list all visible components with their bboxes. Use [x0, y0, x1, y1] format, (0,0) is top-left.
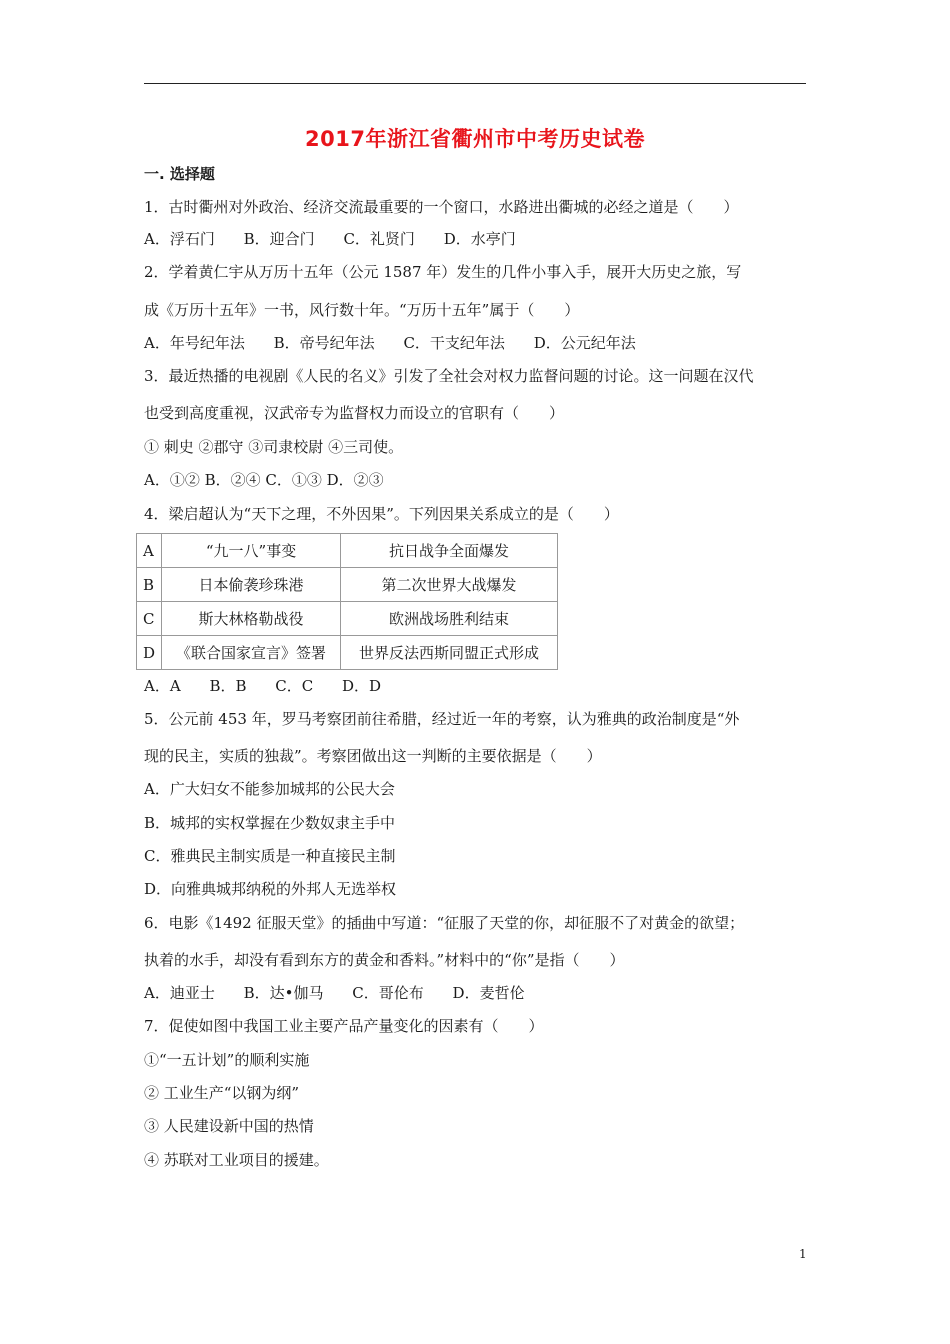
q3-items: ① 刺史 ②郡守 ③司隶校尉 ④三司使。	[144, 438, 404, 456]
q7-stem: 7．促使如图中我国工业主要产品产量变化的因素有（ ）	[144, 1017, 544, 1035]
q4-row-b-key: B	[137, 568, 162, 602]
q6-stem-line2: 执着的水手，却没有看到东方的黄金和香料。”材料中的“你”是指（ ）	[144, 951, 625, 969]
q5-stem-line2: 现的民主，实质的独裁”。考察团做出这一判断的主要依据是（ ）	[144, 747, 602, 765]
page-title: 2017年浙江省衢州市中考历史试卷	[305, 127, 645, 151]
page-number: 1	[799, 1247, 807, 1261]
q4-option-a[interactable]: A．A	[144, 677, 181, 695]
q6-option-c[interactable]: C．哥伦布	[352, 984, 424, 1002]
q1-option-b[interactable]: B．迎合门	[243, 230, 315, 248]
q4-row-a-effect: 抗日战争全面爆发	[341, 534, 558, 568]
q5-option-b[interactable]: B．城邦的实权掌握在少数奴隶主手中	[144, 814, 396, 832]
q4-row-c-cause: 斯大林格勒战役	[162, 602, 341, 636]
q4-row-b-effect: 第二次世界大战爆发	[341, 568, 558, 602]
q5-option-a[interactable]: A．广大妇女不能参加城邦的公民大会	[144, 780, 395, 798]
table-row	[137, 602, 558, 636]
q5-option-c[interactable]: C．雅典民主制实质是一种直接民主制	[144, 847, 396, 865]
q4-options	[144, 676, 405, 696]
header-rule	[144, 83, 806, 84]
q4-row-d-cause: 《联合国家宣言》签署	[162, 636, 341, 670]
q4-option-d[interactable]: D．D	[342, 677, 382, 695]
q3-options[interactable]: A．①② B．②④ C．①③ D．②③	[144, 471, 384, 489]
q2-option-d[interactable]: D．公元纪年法	[533, 334, 636, 352]
q4-row-c-effect: 欧洲战场胜利结束	[341, 602, 558, 636]
q4-row-c-key: C	[137, 602, 162, 636]
q2-options	[144, 333, 660, 353]
q1-option-a[interactable]: A．浮石门	[144, 230, 215, 248]
q1-options	[144, 229, 540, 249]
q2-stem-line1: 2．学着黄仁宇从万历十五年（公元 1587 年）发生的几件小事入手，展开大历史之旅，写	[144, 263, 742, 281]
q7-item-1: ①“一五计划”的顺利实施	[144, 1051, 310, 1069]
q6-option-a[interactable]: A．迪亚士	[144, 984, 215, 1002]
q2-option-b[interactable]: B．帝号纪年法	[273, 334, 375, 352]
q3-stem-line2: 也受到高度重视，汉武帝专为监督权力而设立的官职有（ ）	[144, 404, 565, 422]
q2-stem-line2: 成《万历十五年》一书，风行数十年。“万历十五年”属于（ ）	[144, 301, 580, 319]
q6-option-b[interactable]: B．达•伽马	[243, 984, 324, 1002]
q4-stem: 4．梁启超认为“天下之理，不外因果”。下列因果关系成立的是（ ）	[144, 505, 619, 523]
q4-row-a-cause: “九一八”事变	[162, 534, 341, 568]
q7-item-4: ④ 苏联对工业项目的援建。	[144, 1151, 329, 1169]
q2-option-a[interactable]: A．年号纪年法	[144, 334, 245, 352]
q6-options	[144, 983, 549, 1003]
q3-stem-line1: 3．最近热播的电视剧《人民的名义》引发了全社会对权力监督问题的讨论。这一问题在汉代	[144, 367, 754, 385]
q4-row-a-key: A	[137, 534, 162, 568]
section-heading: 一. 选择题	[144, 165, 215, 183]
q5-option-d[interactable]: D．向雅典城邦纳税的外邦人无选举权	[144, 880, 397, 898]
q2-option-c[interactable]: C．干支纪年法	[403, 334, 505, 352]
table-row	[137, 534, 558, 568]
q4-option-c[interactable]: C．C	[275, 677, 314, 695]
table-row	[137, 636, 558, 670]
q1-option-d[interactable]: D．水亭门	[443, 230, 516, 248]
q1-stem: 1．古时衢州对外政治、经济交流最重要的一个窗口，水路进出衢城的必经之道是（ ）	[144, 198, 739, 216]
q4-row-b-cause: 日本偷袭珍珠港	[162, 568, 341, 602]
q4-row-d-effect: 世界反法西斯同盟正式形成	[341, 636, 558, 670]
q7-item-2: ② 工业生产“以钢为纲”	[144, 1084, 300, 1102]
q4-table	[136, 533, 558, 670]
q5-stem-line1: 5．公元前 453 年，罗马考察团前往希腊，经过近一年的考察，认为雅典的政治制度是“外	[144, 710, 740, 728]
table-row	[137, 568, 558, 602]
q6-stem-line1: 6．电影《1492 征服天堂》的插曲中写道：“征服了天堂的你，却征服不了对黄金的欲望；	[144, 914, 745, 932]
q7-item-3: ③ 人民建设新中国的热情	[144, 1117, 314, 1135]
q4-row-d-key: D	[137, 636, 162, 670]
q1-option-c[interactable]: C．礼贤门	[343, 230, 415, 248]
q4-option-b[interactable]: B．B	[209, 677, 247, 695]
q6-option-d[interactable]: D．麦哲伦	[452, 984, 525, 1002]
